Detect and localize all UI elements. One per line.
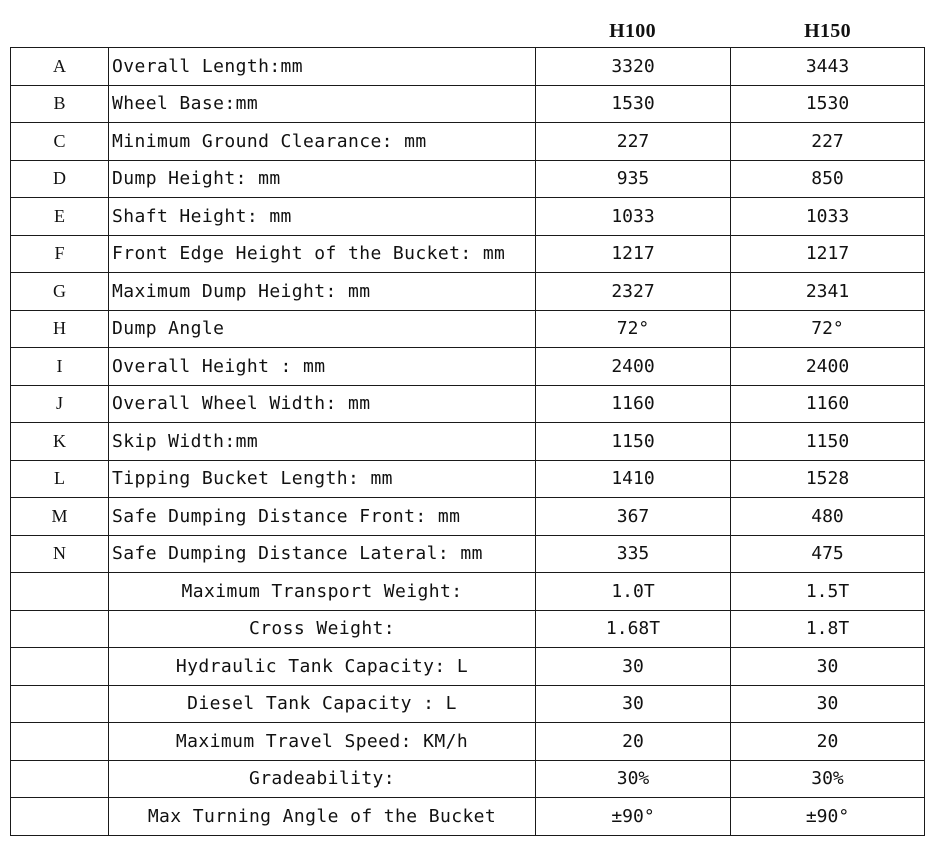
row-letter-cell: D (11, 160, 109, 198)
table-row (11, 48, 925, 86)
h100-value-cell: 1033 (536, 198, 731, 236)
h150-value-cell: 20 (731, 723, 925, 761)
h100-value-cell: 1.0T (536, 573, 731, 611)
parameter-name-cell: Wheel Base:mm (109, 85, 536, 123)
h150-value-cell: 1528 (731, 460, 925, 498)
h100-value-cell: 367 (536, 498, 731, 536)
h100-value-cell: 935 (536, 160, 731, 198)
h100-value-cell: 30% (536, 760, 731, 798)
row-letter-cell: K (11, 423, 109, 461)
h100-value-cell: 1160 (536, 385, 731, 423)
parameter-name-cell: Skip Width:mm (109, 423, 536, 461)
row-letter-cell (11, 573, 109, 611)
parameter-name-cell: Gradeability: (109, 760, 536, 798)
parameter-name-cell: Tipping Bucket Length: mm (109, 460, 536, 498)
h100-value-cell: 30 (536, 648, 731, 686)
h150-value-cell: 1.8T (731, 610, 925, 648)
h100-value-cell: ±90° (536, 798, 731, 836)
table-row (11, 423, 925, 461)
table-row (11, 573, 925, 611)
row-letter-cell: F (11, 235, 109, 273)
h150-value-cell: 30 (731, 648, 925, 686)
table-row (11, 535, 925, 573)
parameter-name-cell: Overall Length:mm (109, 48, 536, 86)
parameter-name-cell: Maximum Dump Height: mm (109, 273, 536, 311)
h150-value-cell: 2341 (731, 273, 925, 311)
h100-value-cell: 72° (536, 310, 731, 348)
table-row (11, 310, 925, 348)
h150-value-cell: 30 (731, 685, 925, 723)
row-letter-cell (11, 610, 109, 648)
row-letter-cell: L (11, 460, 109, 498)
table-row (11, 798, 925, 836)
h100-value-cell: 20 (536, 723, 731, 761)
model-h150-heading: H150 (804, 20, 851, 42)
parameter-name-cell: Overall Wheel Width: mm (109, 385, 536, 423)
h100-value-cell: 1530 (536, 85, 731, 123)
h150-value-cell: 2400 (731, 348, 925, 386)
h150-value-cell: 227 (731, 123, 925, 161)
row-letter-cell: B (11, 85, 109, 123)
h150-value-cell: 1033 (731, 198, 925, 236)
h100-value-cell: 1217 (536, 235, 731, 273)
table-row (11, 610, 925, 648)
parameter-name-cell: Minimum Ground Clearance: mm (109, 123, 536, 161)
table-row (11, 760, 925, 798)
parameter-name-cell: Maximum Transport Weight: (109, 573, 536, 611)
table-row (11, 85, 925, 123)
h150-value-cell: 1217 (731, 235, 925, 273)
h150-value-cell: ±90° (731, 798, 925, 836)
table-row (11, 648, 925, 686)
h150-value-cell: 1530 (731, 85, 925, 123)
row-letter-cell: G (11, 273, 109, 311)
row-letter-cell: C (11, 123, 109, 161)
h100-value-cell: 2327 (536, 273, 731, 311)
table-row (11, 198, 925, 236)
specification-table (10, 47, 925, 836)
row-letter-cell: E (11, 198, 109, 236)
h150-value-cell: 1150 (731, 423, 925, 461)
h150-value-cell: 3443 (731, 48, 925, 86)
row-letter-cell (11, 723, 109, 761)
parameter-name-cell: Hydraulic Tank Capacity: L (109, 648, 536, 686)
h150-value-cell: 480 (731, 498, 925, 536)
table-row (11, 385, 925, 423)
table-row (11, 498, 925, 536)
table-row (11, 273, 925, 311)
parameter-name-cell: Front Edge Height of the Bucket: mm (109, 235, 536, 273)
row-letter-cell: M (11, 498, 109, 536)
h150-value-cell: 850 (731, 160, 925, 198)
parameter-name-cell: Diesel Tank Capacity : L (109, 685, 536, 723)
table-row (11, 348, 925, 386)
h100-value-cell: 227 (536, 123, 731, 161)
h150-value-cell: 1.5T (731, 573, 925, 611)
row-letter-cell: I (11, 348, 109, 386)
h150-value-cell: 30% (731, 760, 925, 798)
h100-value-cell: 3320 (536, 48, 731, 86)
parameter-name-cell: Dump Angle (109, 310, 536, 348)
h100-value-cell: 335 (536, 535, 731, 573)
h100-value-cell: 2400 (536, 348, 731, 386)
model-h100-heading: H100 (609, 20, 656, 42)
h150-value-cell: 475 (731, 535, 925, 573)
row-letter-cell: H (11, 310, 109, 348)
h150-value-cell: 1160 (731, 385, 925, 423)
h100-value-cell: 1150 (536, 423, 731, 461)
h100-value-cell: 1.68T (536, 610, 731, 648)
row-letter-cell (11, 798, 109, 836)
parameter-name-cell: Overall Height : mm (109, 348, 536, 386)
row-letter-cell (11, 648, 109, 686)
row-letter-cell: J (11, 385, 109, 423)
parameter-name-cell: Dump Height: mm (109, 160, 536, 198)
parameter-name-cell: Shaft Height: mm (109, 198, 536, 236)
parameter-name-cell: Max Turning Angle of the Bucket (109, 798, 536, 836)
row-letter-cell: N (11, 535, 109, 573)
table-row (11, 685, 925, 723)
row-letter-cell (11, 760, 109, 798)
specification-table-body (11, 48, 925, 836)
row-letter-cell (11, 685, 109, 723)
model-header-row (10, 14, 924, 48)
table-row (11, 723, 925, 761)
row-letter-cell: A (11, 48, 109, 86)
h150-value-cell: 72° (731, 310, 925, 348)
table-row (11, 235, 925, 273)
parameter-name-cell: Safe Dumping Distance Front: mm (109, 498, 536, 536)
table-row (11, 160, 925, 198)
table-row (11, 123, 925, 161)
parameter-name-cell: Maximum Travel Speed: KM/h (109, 723, 536, 761)
parameter-name-cell: Safe Dumping Distance Lateral: mm (109, 535, 536, 573)
parameter-name-cell: Cross Weight: (109, 610, 536, 648)
h100-value-cell: 30 (536, 685, 731, 723)
h100-value-cell: 1410 (536, 460, 731, 498)
table-row (11, 460, 925, 498)
